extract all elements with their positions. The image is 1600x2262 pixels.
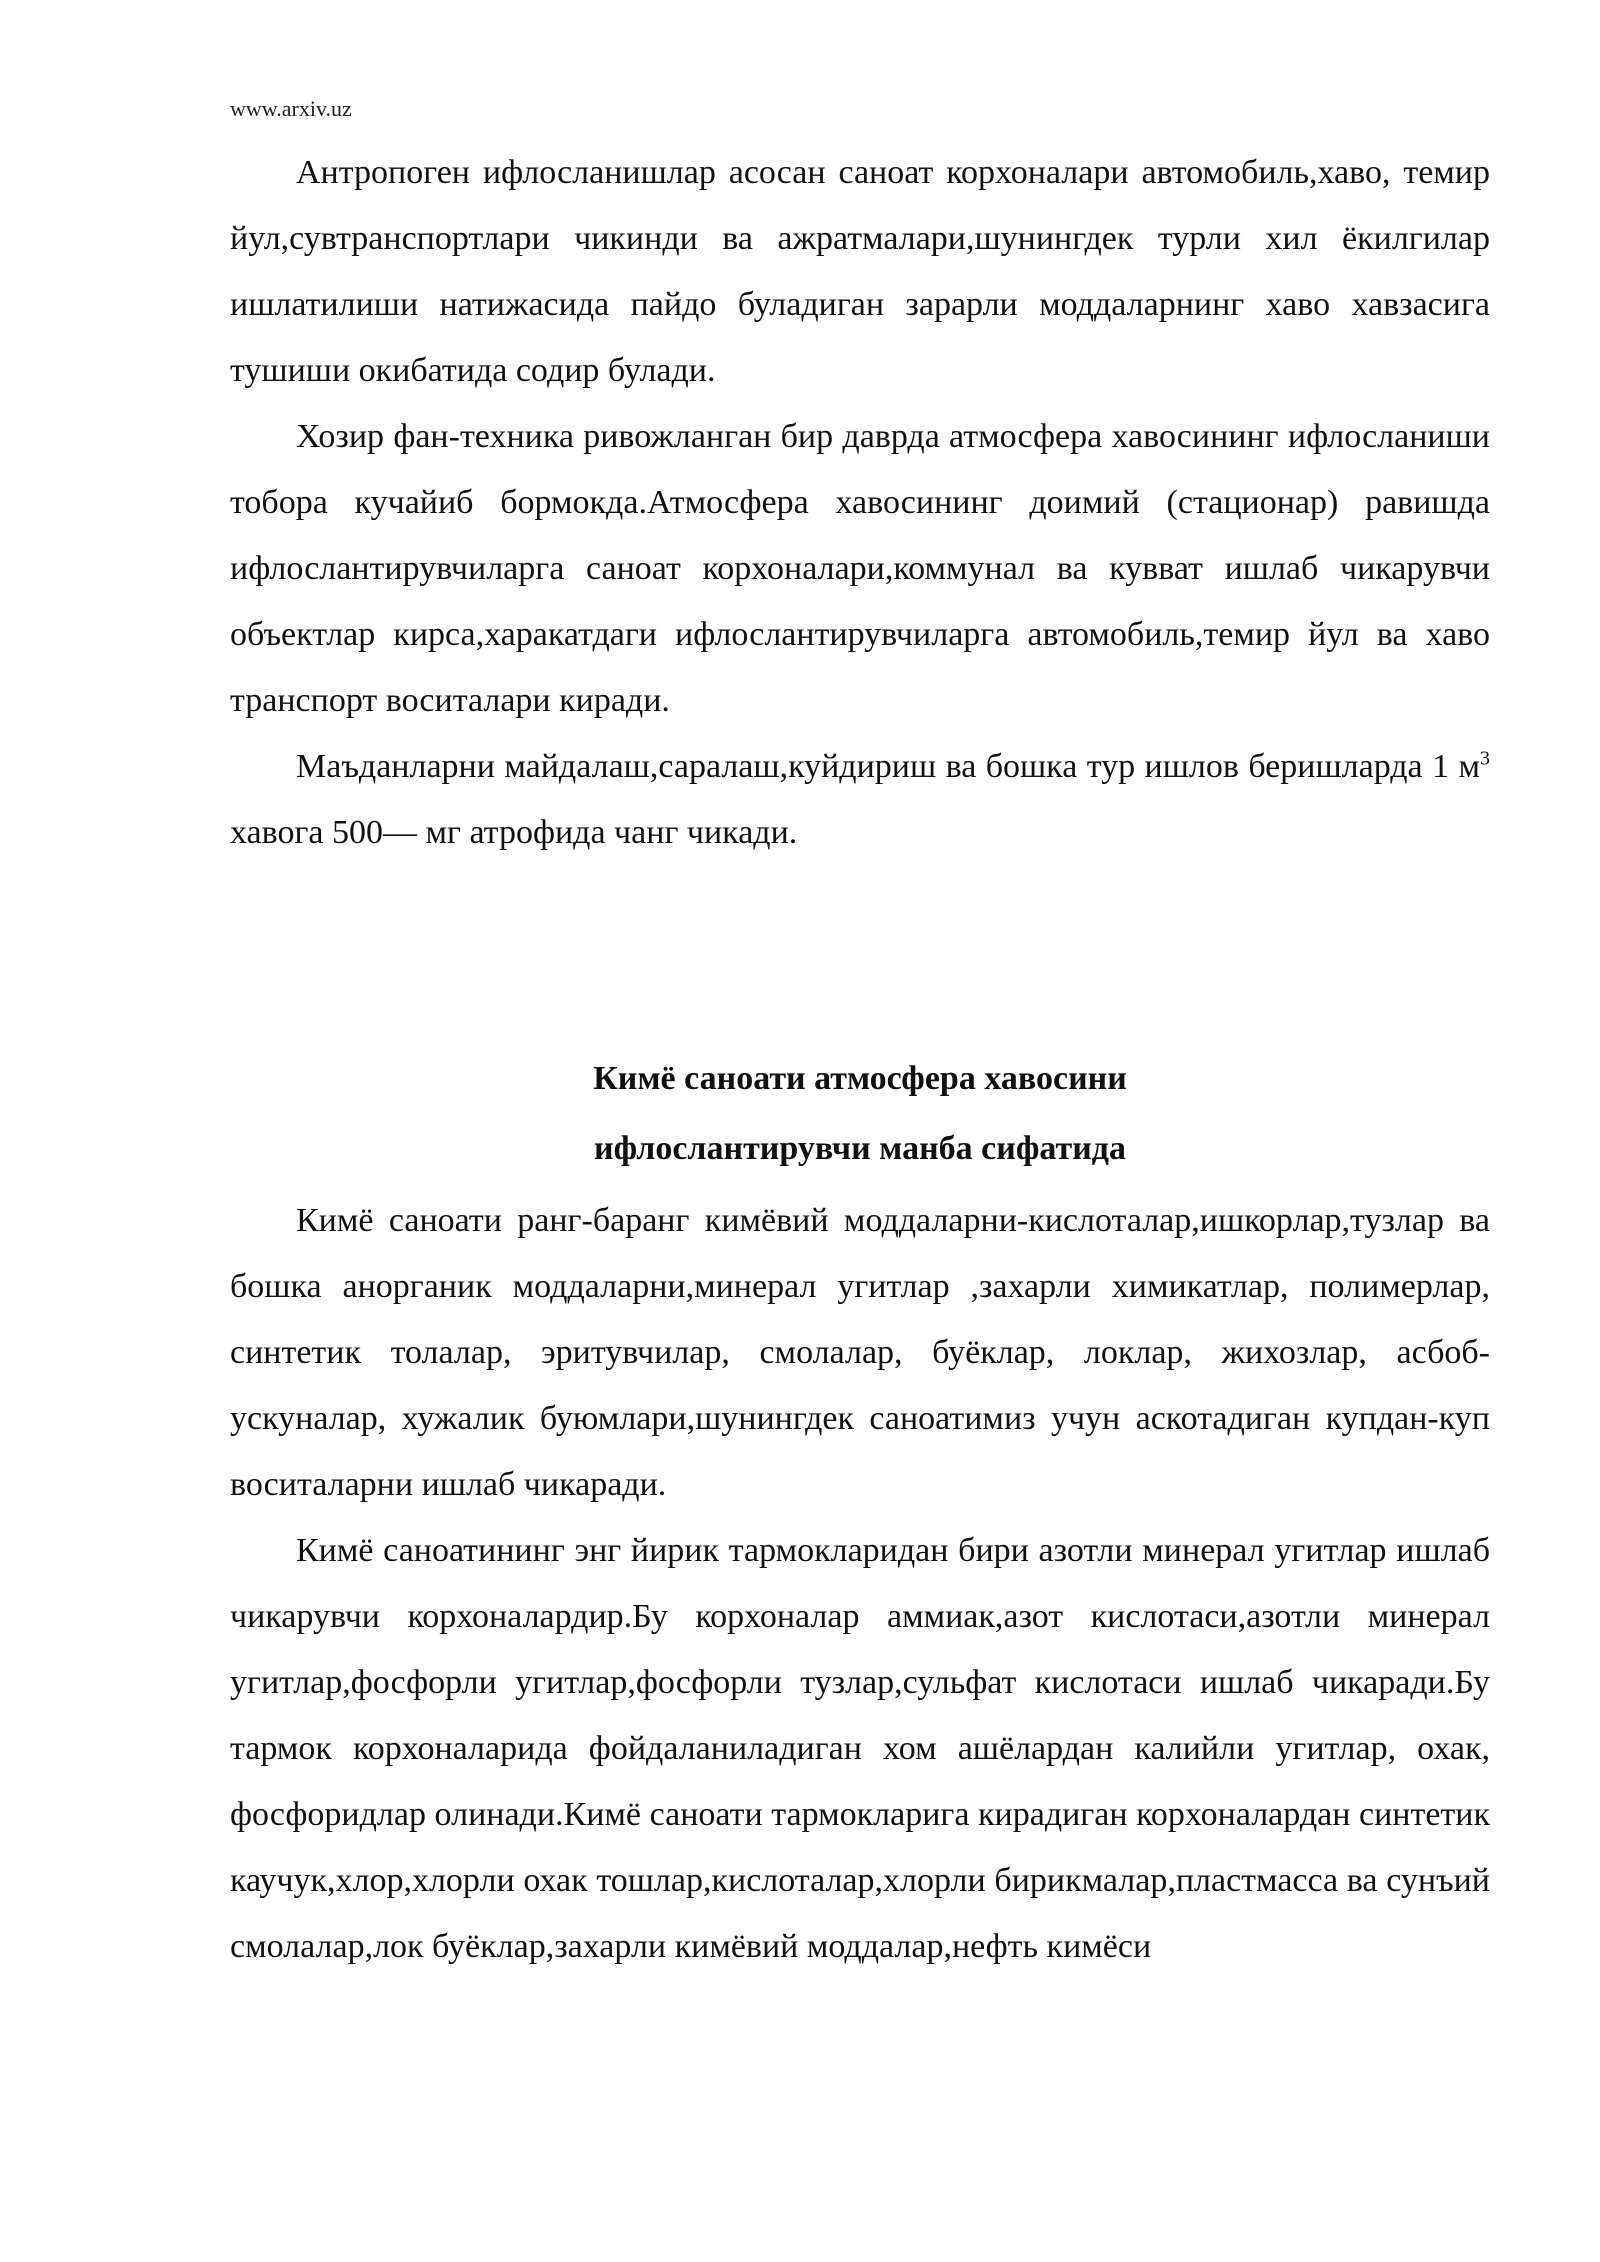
paragraph-anthropogen: Антропоген ифлосланишлар асосан саноат корхоналари автомобиль,хаво, темир йул,сувтранспортлари чикинди ва ажратмалари,шунингдек турли хил ёкилгилар ишлатилиши натижасида пайдо буладиган зарарли моддаларнинг хаво хавзасига тушиши окибатида содир булади. <box>230 154 1490 389</box>
text-block-chemical <box>230 1188 1490 1980</box>
paragraph-ore-dust <box>230 734 1490 866</box>
site-url: www.arxiv.uz <box>230 96 352 121</box>
heading-line-2: ифлослантирувчи манба сифатида <box>593 1130 1126 1167</box>
paragraph-fertilizers: Кимё саноатининг энг йирик тармокларидан бири азотли минерал угитлар ишлаб чикарувчи корхоналардир.Бу корхоналар аммиак,азот кислотаси,азотли минерал угитлар,фосфорли угитлар,фосфорли тузлар,сульфат кислотаси ишлаб чикаради.Бу тармок корхоналарида фойдаланиладиган хом ашёлардан калийли угитлар, охак, фосфоридлар олинади.Кимё саноати тармокларига кирадиган корхоналардан синтетик каучук,хлор,хлорли охак тошлар,кислоталар,хлорли бирикмалар,пластмасса ва сунъий смолалар,лок буёклар,захарли кимёвий моддалар,нефть кимёси <box>230 1532 1490 1965</box>
paragraph-chemical-products: Кимё саноати ранг-баранг кимёвий моддаларни-кислоталар,ишкорлар,тузлар ва бошка анорганик моддаларни,минерал угитлар ,захарли химикатлар, полимерлар, синтетик толалар, эритувчилар, смолалар, буёклар, локлар, жихозлар, асбоб-ускуналар, хужалик буюмлари,шунингдек саноатимиз учун аскотадиган купдан-куп воситаларни ишлаб чикаради. <box>230 1202 1490 1503</box>
section-heading <box>230 1044 1490 1184</box>
cubic-superscript: 3 <box>1480 747 1490 770</box>
text-block-intro <box>230 140 1490 866</box>
ore-dust-text: Маъданларни майдалаш,саралаш,куйдириш ва бошка тур ишлов беришларда 1 м <box>296 748 1480 785</box>
ore-dust-text-end: хавога 500— мг атрофида чанг чикади. <box>230 814 798 851</box>
paragraph-atmosphere-pollution: Хозир фан-техника ривожланган бир даврда атмосфера хавосининг ифлосланиши тобора кучайиб бормокда.Атмосфера хавосининг доимий (стационар) равишда ифлослантирувчиларга саноат корхоналари,коммунал ва кувват ишлаб чикарувчи объектлар кирса,харакатдаги ифлослантирувчиларга автомобиль,темир йул ва хаво транспорт воситалари киради. <box>230 418 1490 719</box>
heading-line-1: Кимё саноати атмосфера хавосини <box>593 1060 1127 1097</box>
